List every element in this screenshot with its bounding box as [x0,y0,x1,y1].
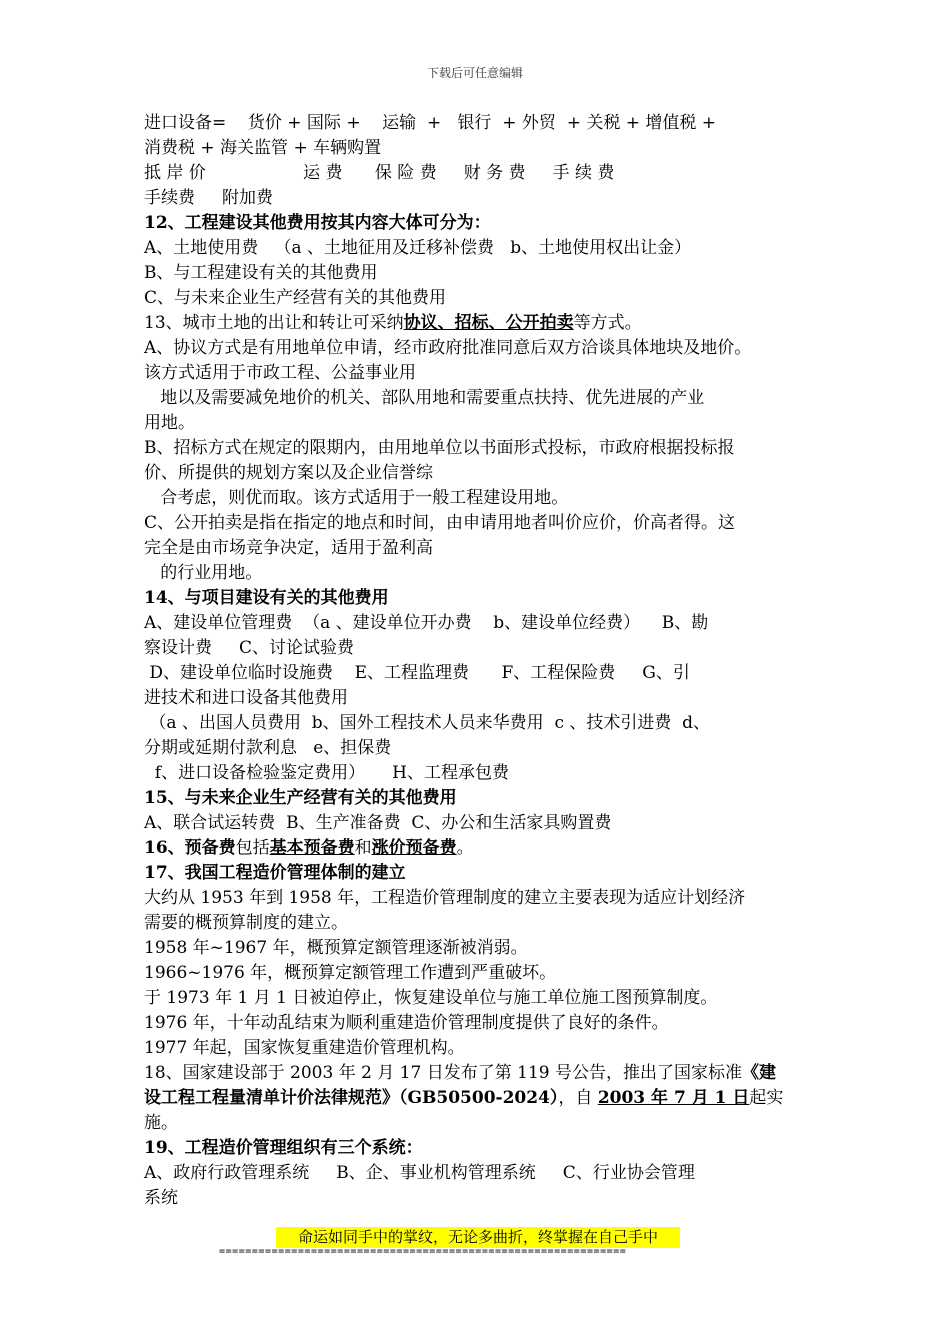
line-text: 价、所提供的规划方案以及企业信誉综 [144,463,433,483]
emphasis-text: 《建 [742,1063,777,1083]
section-heading: 19、工程造价管理组织有三个系统： [144,1138,423,1158]
text-line [144,588,389,608]
line-text: 大约从 1953 年到 1958 年，工程造价管理制度的建立主要表现为适应计划经济 [144,888,746,908]
line-text: 包括 [235,838,270,858]
line-text: 消费税 + 海关监管 + 车辆购置 [144,138,382,158]
text-line [144,813,611,833]
text-line [144,313,642,333]
line-text: C、与未来企业生产经营有关的其他费用 [144,288,447,308]
footer-motto: 命运如同手中的掌纹，无论多曲折，终掌握在自己手中 [276,1227,680,1248]
text-line [144,188,273,208]
text-line [144,963,556,983]
line-text: A、政府行政管理系统 B、企、事业机构管理系统 C、行业协会管理 [144,1163,695,1183]
line-text: 的行业用地。 [144,563,263,583]
line-text: 需要的概预算制度的建立。 [144,913,348,933]
line-text: A、建设单位管理费 （a 、建设单位开办费 b、建设单位经费） B、勘 [144,613,709,633]
line-text: 手续费 附加费 [144,188,274,208]
line-text: 。 [456,838,474,858]
line-text: 16、预备费 [144,838,236,858]
line-text: 1977 年起，国家恢复重建造价管理机构。 [144,1038,465,1058]
emphasis-text: 基本预备费 [269,838,355,858]
line-text: 抵 岸 价 运 费 保 险 费 财 务 费 手 续 费 [144,163,615,183]
text-line [144,1013,669,1033]
text-line [144,663,690,683]
text-line [144,738,391,758]
text-line [144,538,433,558]
section-heading: 17、我国工程造价管理体制的建立 [144,863,406,883]
text-line [144,1138,423,1158]
text-line [144,388,704,408]
line-text: 1958 年~1967 年，概预算定额管理逐渐被消弱。 [144,938,528,958]
line-text: （a 、出国人员费用 b、国外工程技术人员来华费用 c 、技术引进费 d、 [144,713,711,733]
line-text: 完全是由市场竞争决定，适用于盈利高 [144,538,433,558]
text-line [144,863,406,883]
line-text: 察设计费 C、讨论试验费 [144,638,355,658]
line-text: ，自 [558,1088,598,1108]
text-line [144,1063,776,1083]
line-text: A、联合试运转费 B、生产准备费 C、办公和生活家具购置费 [144,813,612,833]
text-line [144,338,751,358]
line-text: 等方式。 [573,313,642,333]
line-text: 13、城市土地的出让和转让可采纳 [144,313,404,333]
line-text: 和 [354,838,372,858]
page-header: 下载后可任意编辑 [426,66,523,80]
text-line [144,1188,178,1208]
text-line [144,213,491,233]
section-heading: 12、工程建设其他费用按其内容大体可分为： [144,213,491,233]
text-line [144,113,716,133]
line-text: A、协议方式是有用地单位申请，经市政府批准同意后双方洽谈具体地块及地价。 [144,338,752,358]
text-line [144,688,348,708]
line-text: 1966~1976 年，概预算定额管理工作遭到严重破坏。 [144,963,557,983]
text-line [144,638,354,658]
line-text: B、与工程建设有关的其他费用 [144,263,378,283]
text-line [144,913,348,933]
text-line [144,988,717,1008]
emphasis-text: 2003 年 7 月 1 日 [597,1088,750,1108]
line-text: B、招标方式在规定的限期内，由用地单位以书面形式投标，市政府根据投标报 [144,438,735,458]
emphasis-text: 设工程工程量清单计价法律规范》（GB50500-2024） [144,1088,559,1108]
text-line [144,488,568,508]
text-line [144,1113,178,1133]
text-line [144,363,416,383]
text-line [144,1088,783,1108]
text-line [144,1038,465,1058]
text-line [144,138,381,158]
footer-rule: ============================================================== [219,1246,627,1257]
line-text: 该方式适用于市政工程、公益事业用 [144,363,416,383]
text-line [144,713,710,733]
text-line [144,163,614,183]
text-line [144,438,735,458]
emphasis-text: 协议、招标、公开拍卖 [403,313,574,333]
line-text: 用地。 [144,413,195,433]
line-text: 1976 年，十年动乱结束为顺利重建造价管理制度提供了良好的条件。 [144,1013,669,1033]
line-text: 地以及需要减免地价的机关、部队用地和需要重点扶持、优先进展的产业 [144,388,705,408]
line-text: C、公开拍卖是指在指定的地点和时间，由申请用地者叫价应价，价高者得。这 [144,513,736,533]
text-line [144,1163,695,1183]
text-line [144,513,735,533]
line-text: 起实 [749,1088,784,1108]
line-text: D、建设单位临时设施费 E、工程监理费 F、工程保险费 G、引 [144,663,690,683]
text-line [144,563,262,583]
text-line [144,288,446,308]
text-line [144,938,528,958]
line-text: 合考虑，则优而取。该方式适用于一般工程建设用地。 [144,488,569,508]
text-line [144,888,745,908]
line-text: 进技术和进口设备其他费用 [144,688,348,708]
line-text: 分期或延期付款利息 e、担保费 [144,738,392,758]
text-line [144,263,378,283]
section-heading: 14、与项目建设有关的其他费用 [144,588,389,608]
text-line [144,788,457,808]
line-text: 于 1973 年 1 月 1 日被迫停止，恢复建设单位与施工单位施工图预算制度。 [144,988,718,1008]
text-line [144,413,195,433]
section-heading: 15、与未来企业生产经营有关的其他费用 [144,788,457,808]
text-line [144,613,708,633]
line-text: 系统 [144,1188,178,1208]
emphasis-text: 涨价预备费 [371,838,457,858]
line-text: A、土地使用费 （a 、土地征用及迁移补偿费 b、土地使用权出让金） [144,238,692,258]
line-text: 18、国家建设部于 2003 年 2 月 17 日发布了第 119 号公告，推出了国家标准 [144,1063,743,1083]
text-line [144,838,474,858]
text-line [144,463,433,483]
text-line [144,238,691,258]
line-text: 进口设备= 货价 + 国际 + 运输 + 银行 + 外贸 + 关税 + 增值税 + [144,113,717,133]
line-text: f、进口设备检验鉴定费用） H、工程承包费 [144,763,509,783]
text-line [144,763,509,783]
line-text: 施。 [144,1113,178,1133]
